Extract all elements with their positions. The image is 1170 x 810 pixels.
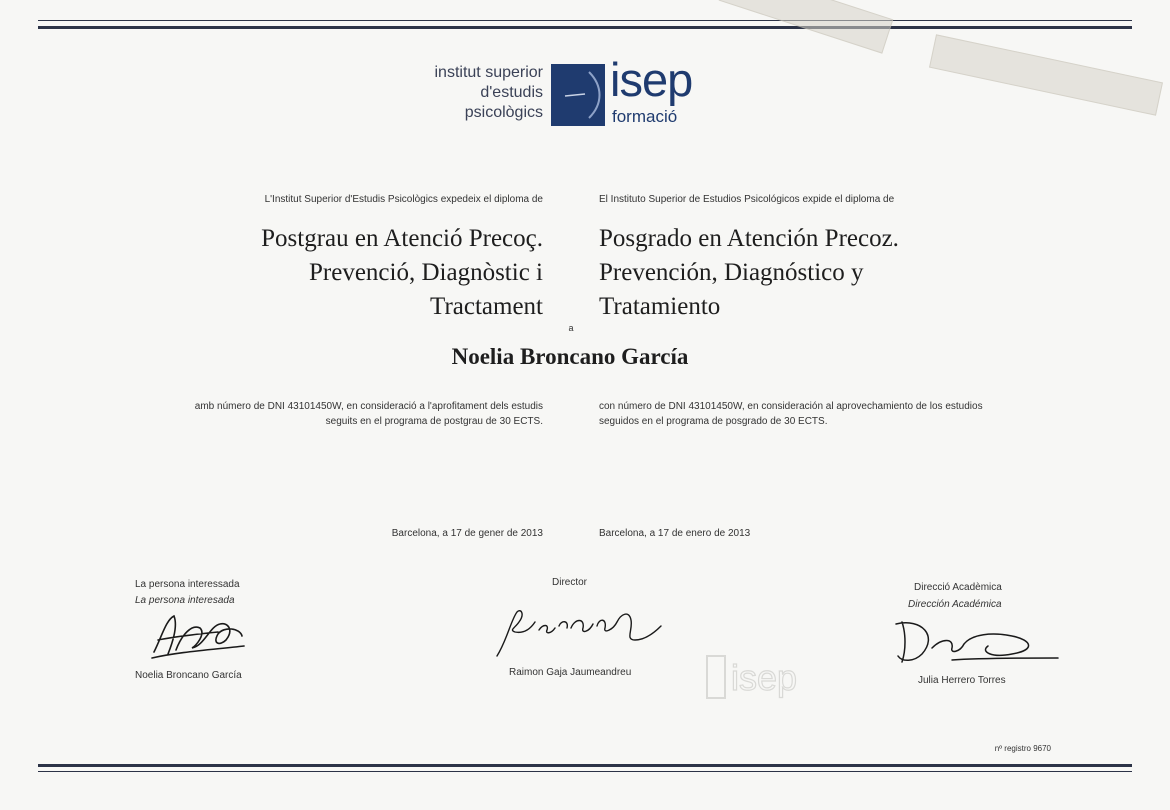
dni-spanish: con número de DNI 43101450W, en consideración al aprovechamiento de los estudios seguidos en el programa de posgrado de 30 ECTS. — [599, 401, 983, 427]
interested-label-catalan: La persona interessada — [135, 579, 240, 590]
intro-spanish: El Instituto Superior de Estudios Psicológicos expide el diploma de — [599, 194, 895, 205]
diploma-title-catalan: Postgrau en Atenció Precoç. Prevenció, Diagnòstic i Tractament — [261, 225, 543, 320]
diploma-title-spanish: Posgrado en Atención Precoz. Prevención, Diagnóstico y Tratamiento — [599, 225, 899, 320]
intro-catalan: L'Institut Superior d'Estudis Psicològics expedeix el diploma de — [264, 194, 543, 205]
date-catalan: Barcelona, a 17 de gener de 2013 — [391, 528, 543, 539]
academic-label-spanish: Dirección Académica — [908, 599, 1002, 610]
academic-label-catalan: Direcció Acadèmica — [914, 582, 1002, 593]
academic-name: Julia Herrero Torres — [918, 675, 1006, 686]
dni-catalan: amb número de DNI 43101450W, en consideració a l'aprofitament dels estudis seguits en el programa de postgrau de 30 ECTS. — [194, 401, 543, 427]
interested-label-spanish: La persona interesada — [135, 595, 235, 606]
director-label: Director — [552, 577, 588, 588]
signature-director-icon — [495, 600, 665, 665]
logo-sub: formació — [612, 107, 678, 126]
embossed-isep-seal-icon — [705, 652, 825, 702]
logo-institution-text: institut superior d'estudis psicològics — [434, 64, 543, 121]
date-spanish: Barcelona, a 17 de enero de 2013 — [599, 528, 751, 539]
connector-a: a — [568, 323, 574, 333]
director-name: Raimon Gaja Jaumeandreu — [509, 667, 632, 678]
logo-brand: isep — [610, 53, 693, 106]
isep-logo-mark-icon — [551, 64, 605, 126]
signature-academic-icon — [892, 616, 1062, 673]
bottom-border-thick — [38, 764, 1132, 767]
interested-name: Noelia Broncano García — [135, 670, 242, 681]
bottom-border-thin — [38, 771, 1132, 772]
top-border-thin — [38, 20, 1132, 21]
tape-piece — [929, 34, 1163, 115]
signature-interested-icon — [148, 606, 248, 667]
registry-number: nº registro 9670 — [994, 744, 1051, 753]
svg-text:isep: isep — [731, 657, 798, 698]
top-border-thick — [38, 26, 1132, 29]
recipient-name: Noelia Broncano García — [451, 344, 689, 369]
